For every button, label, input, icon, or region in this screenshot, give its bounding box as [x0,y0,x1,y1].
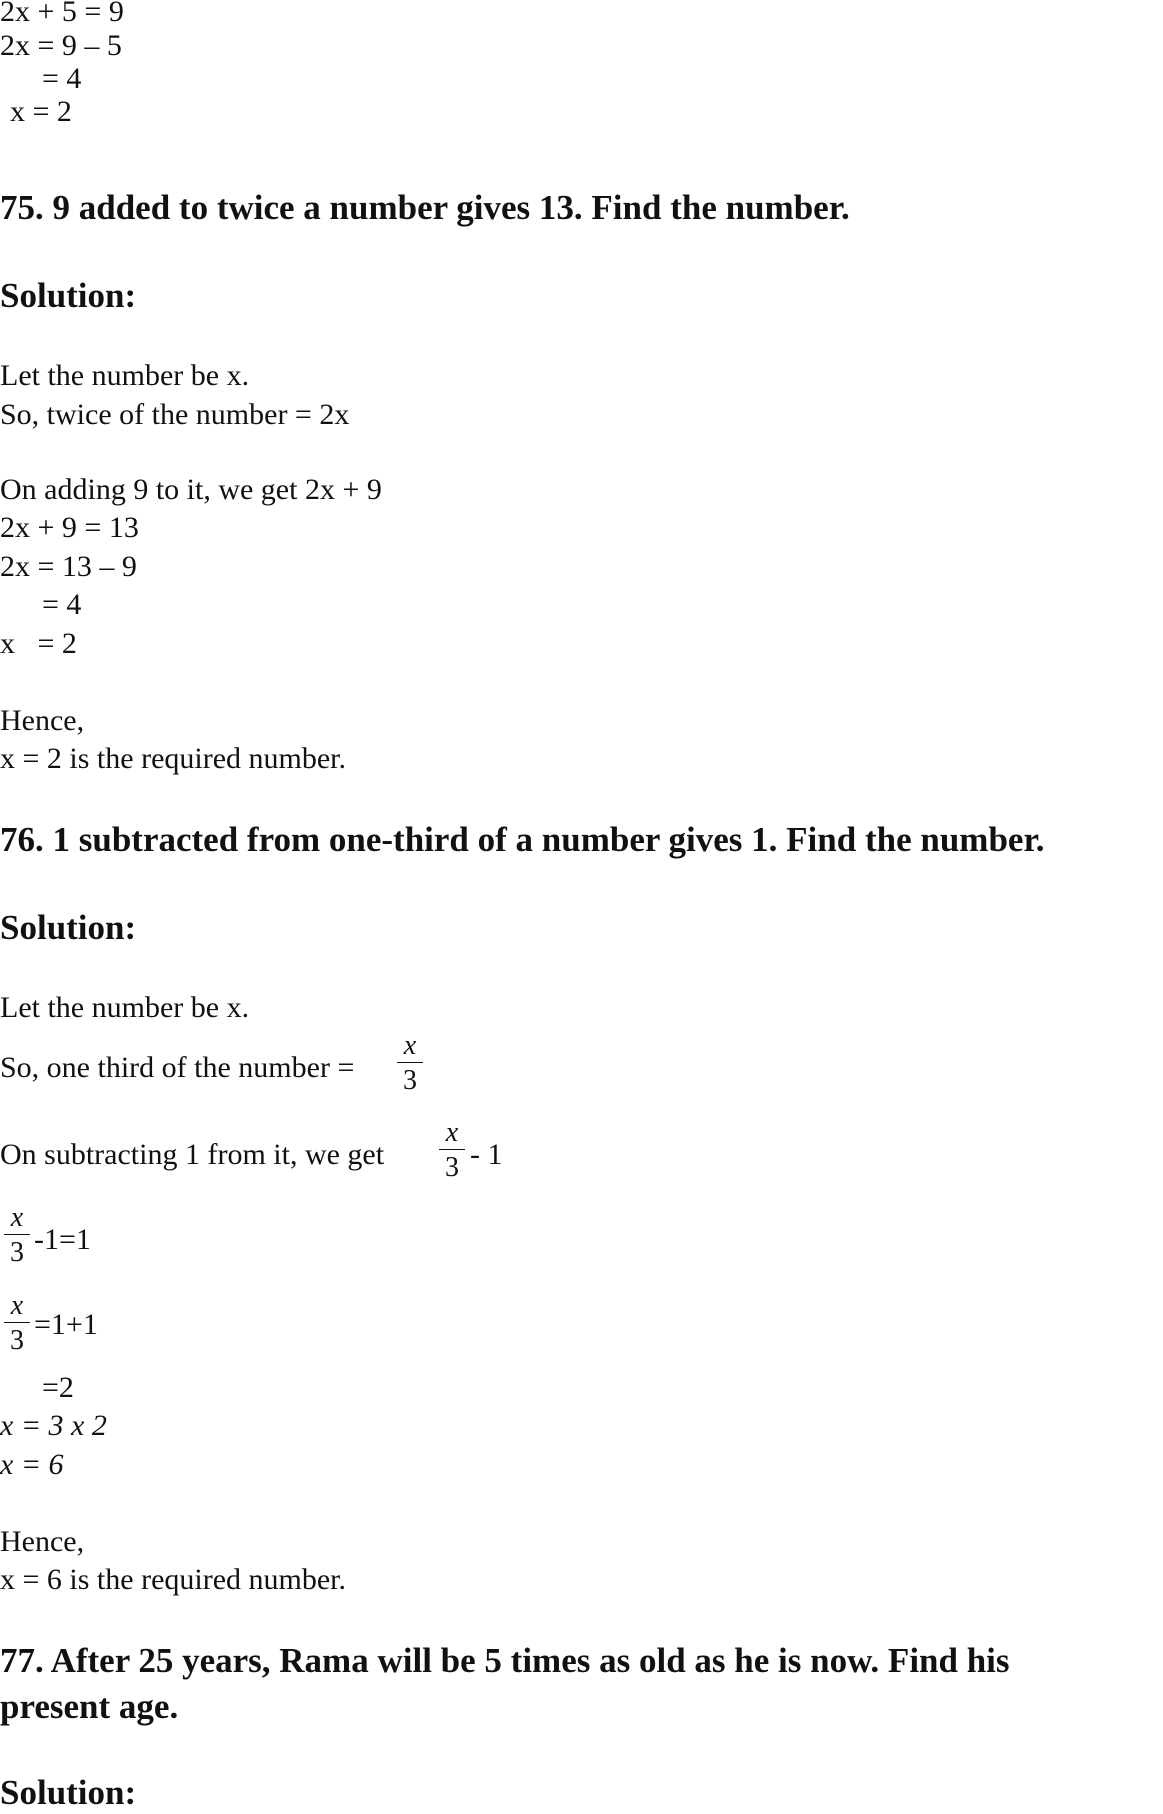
q76-step-5: x = 6 [0,1448,64,1481]
fraction-numerator: x [403,1030,417,1061]
q76-fraction-x-over-3 [397,1030,423,1099]
question-77-line-2: present age. [0,1687,179,1726]
q76-hence: Hence, [0,1525,85,1558]
question-76: 76. 1 subtracted from one-third of a number gives 1. Find the number. [0,820,1045,859]
question-75: 75. 9 added to twice a number gives 13. Find the number. [0,188,850,227]
q76-step-3: =2 [42,1371,74,1404]
q76-subtract-suffix: - 1 [470,1138,503,1171]
q75-answer: x = 2 is the required number. [0,742,347,775]
fraction-denominator: 3 [10,1325,24,1356]
q76-step-4: x = 3 x 2 [0,1409,107,1442]
prev-step-4: x = 2 [10,95,72,128]
q75-adding: On adding 9 to it, we get 2x + 9 [0,473,382,506]
q75-twice: So, twice of the number = 2x [0,398,350,431]
q76-step-1-suffix: -1=1 [34,1223,91,1256]
prev-step-2: 2x = 9 – 5 [0,29,122,62]
solution-label-76: Solution: [0,908,137,947]
question-77-line-1: 77. After 25 years, Rama will be 5 times as old as he is now. Find his [0,1641,1010,1680]
fraction-denominator: 3 [10,1237,24,1268]
prev-step-3: = 4 [42,62,82,95]
fraction-denominator: 3 [445,1152,459,1183]
q76-subtract-text: On subtracting 1 from it, we get [0,1138,385,1171]
q75-step-3: = 4 [42,588,82,621]
fraction-numerator: x [445,1117,459,1148]
q76-fraction-x-over-3 [4,1202,30,1271]
q75-step-4: x = 2 [0,627,77,660]
q76-step-2-suffix: =1+1 [34,1308,98,1341]
q75-step-1: 2x + 9 = 13 [0,511,139,544]
q76-fraction-x-over-3 [4,1290,30,1359]
q76-one-third-text: So, one third of the number = [0,1051,355,1084]
fraction-numerator: x [10,1290,24,1321]
fraction-numerator: x [10,1202,24,1233]
solution-label-75: Solution: [0,276,137,315]
prev-step-1: 2x + 5 = 9 [0,0,124,28]
q75-hence: Hence, [0,704,85,737]
q75-step-2: 2x = 13 – 9 [0,550,137,583]
fraction-denominator: 3 [403,1065,417,1096]
q75-let: Let the number be x. [0,359,250,392]
q76-answer: x = 6 is the required number. [0,1563,347,1596]
q76-let: Let the number be x. [0,991,250,1024]
solution-label-77: Solution: [0,1773,137,1812]
q76-fraction-x-over-3 [439,1117,465,1186]
